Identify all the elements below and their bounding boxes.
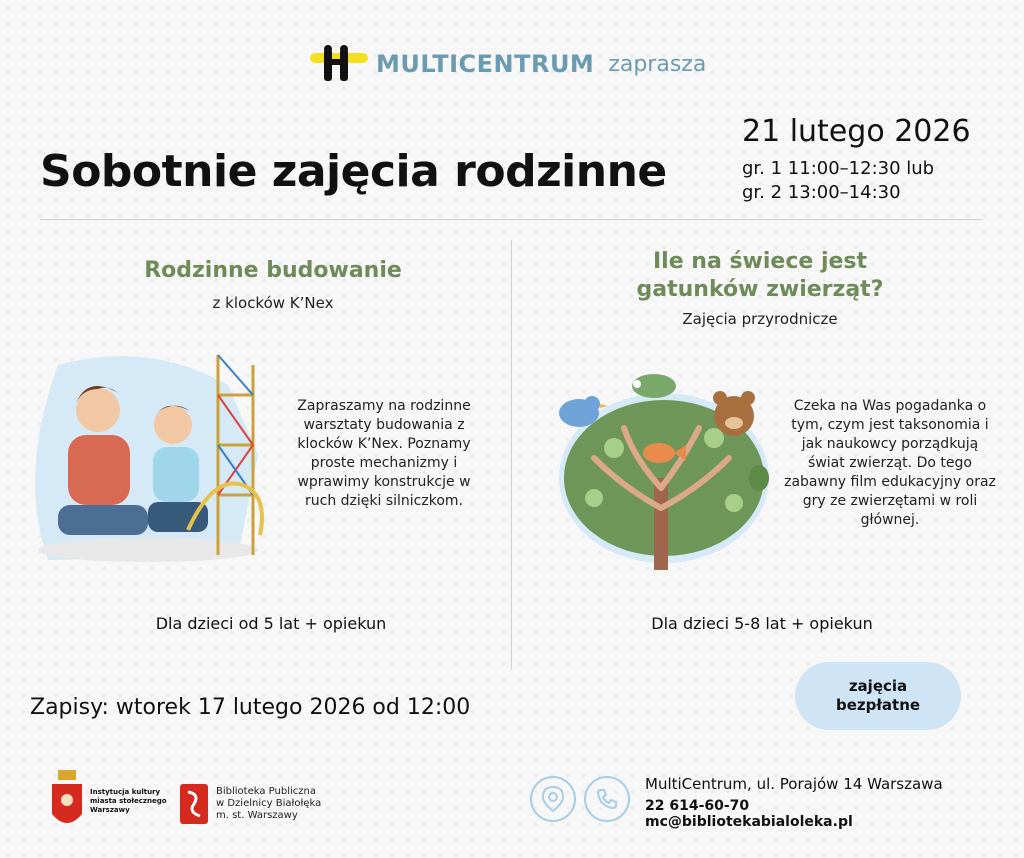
family-building-illustration [28,345,278,570]
library-emblem-icon [180,784,208,824]
free-badge [795,662,961,730]
library-logo [180,784,321,824]
left-heading: Rodzinne budowanie [144,258,402,283]
multicentrum-mark-icon [310,45,368,83]
city-line-3: Warszawy [90,805,130,814]
right-heading [580,248,940,304]
city-line-1: Instytucja kultury [90,787,161,796]
left-description: Zapraszamy na rodzinne warsztaty budowania z klocków K’Nex. Poznamy proste mechanizmy i wprawimy konstrukcje w ruch dzięki silniczkom. [297,398,471,509]
library-line-1: Biblioteka Publiczna [216,786,316,797]
email-address[interactable]: mc@bibliotekabialoleka.pl [645,814,853,830]
left-audience: Dla dzieci od 5 lat + opiekun [155,614,387,633]
library-line-3: m. st. Warszawy [216,810,298,821]
header-divider [40,219,982,220]
left-subheading: z klocków K’Nex [212,294,334,312]
right-heading-line-1: Ile na świece jest [652,249,868,274]
library-text [216,786,321,822]
city-line-2: miasta stołecznego [90,796,167,805]
contact-icons [530,776,630,822]
right-description: Czeka na Was pogadanka o tym, czym jest taksonomia i jak naukowcy porządkują świat zwierząt. Do tego zabawny film edukacyjny oraz gry ze zwierzętami w roli głównej. [784,398,996,528]
brand-name: MULTICENTRUM [376,50,595,78]
library-line-2: w Dzielnicy Białołęka [216,798,322,809]
phone-number[interactable]: 22 614-60-70 [645,798,750,814]
invites-text: zaprasza [608,51,707,77]
animal-tree-illustration [534,368,774,573]
warsaw-crest-icon [50,770,84,832]
group-2-time: gr. 2 13:00–14:30 [742,182,901,203]
right-subheading: Zajęcia przyrodnicze [682,310,838,328]
right-audience: Dla dzieci 5-8 lat + opiekun [651,614,873,633]
address: MultiCentrum, ul. Porajów 14 Warszawa [645,775,943,793]
right-heading-line-2: gatunków zwierząt? [636,277,884,302]
multicentrum-logo [310,44,706,84]
phone-icon [584,776,630,822]
page-title: Sobotnie zajęcia rodzinne [40,146,667,197]
city-institution-text [90,788,167,815]
group-1-time: gr. 1 11:00–12:30 lub [742,158,935,179]
column-divider [511,240,512,670]
signup-info: Zapisy: wtorek 17 lutego 2026 od 12:00 [30,695,471,720]
event-date: 21 lutego 2026 [742,114,971,149]
warsaw-institution-logo [50,770,167,832]
free-badge-line-2: bezpłatne [835,696,921,714]
free-badge-line-1: zajęcia [848,677,908,695]
location-icon [530,776,576,822]
